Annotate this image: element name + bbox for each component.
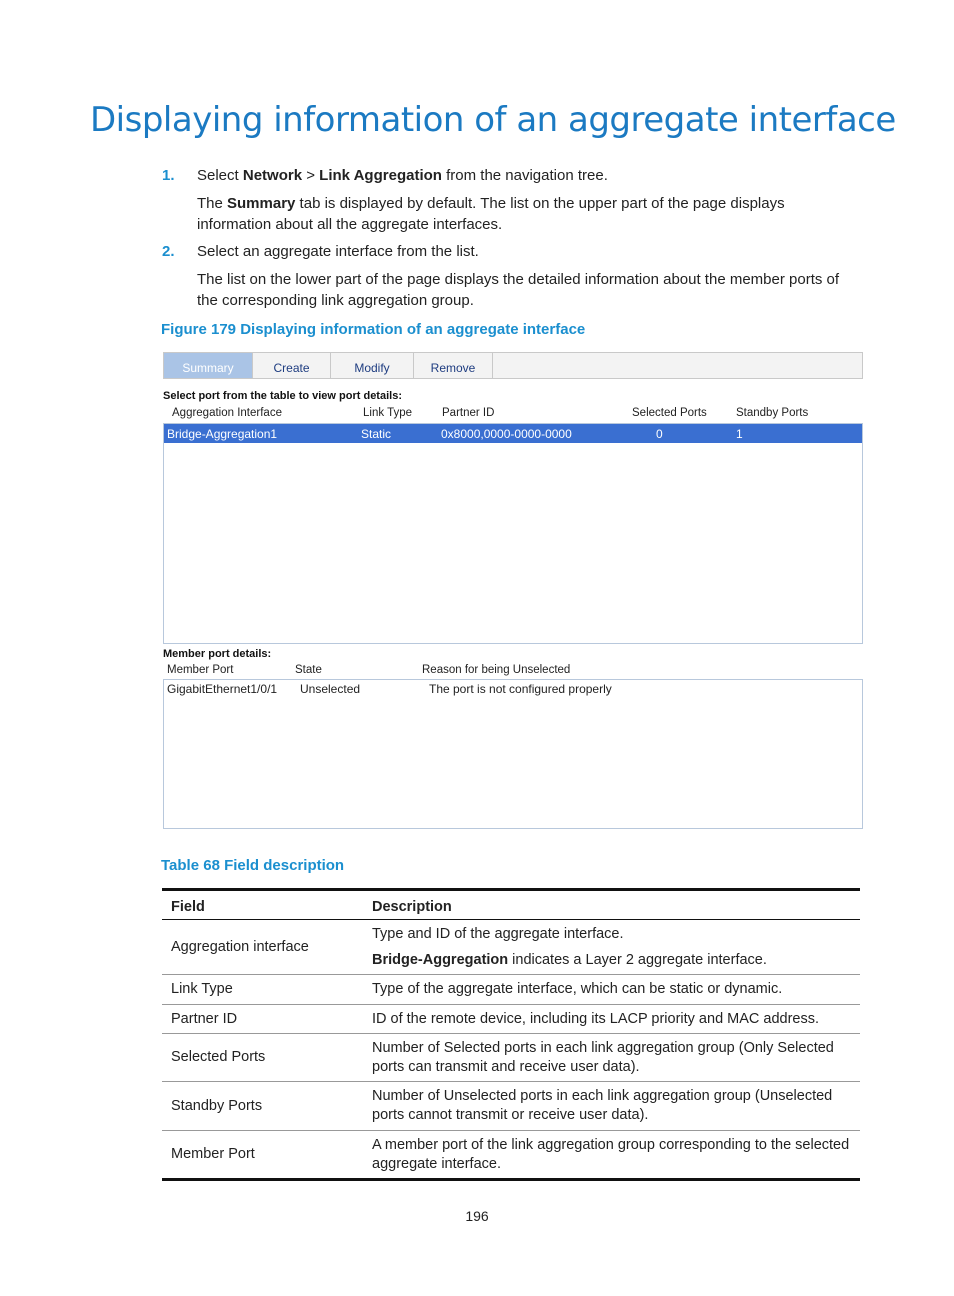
field-name: Member Port xyxy=(162,1131,363,1180)
step-note: The Summary tab is displayed by default. The list on the upper part of the page displays information about all the aggregate interfaces. xyxy=(197,195,785,233)
table-row xyxy=(162,920,860,975)
field-description: ID of the remote device, including its LACP priority and MAC address. xyxy=(363,1005,860,1034)
tab-create[interactable]: Create xyxy=(253,353,331,378)
column-header[interactable]: Link Type xyxy=(363,407,413,419)
table-row xyxy=(162,1082,860,1131)
field-name: Link Type xyxy=(162,975,363,1005)
field-description: Type of the aggregate interface, which can be static or dynamic. xyxy=(363,975,860,1005)
cell-link-type: Static xyxy=(361,427,392,441)
cell-reason: The port is not configured properly xyxy=(429,682,612,696)
cell-state: Unselected xyxy=(300,682,361,696)
header-description: Description xyxy=(363,890,860,920)
field-name: Selected Ports xyxy=(162,1034,363,1082)
column-header[interactable]: Standby Ports xyxy=(736,407,809,419)
step-text: Select Network > Link Aggregation from the navigation tree. xyxy=(197,167,608,184)
cell-standby-ports: 1 xyxy=(736,427,743,441)
field-name: Standby Ports xyxy=(162,1082,363,1131)
field-description-table xyxy=(162,888,860,1181)
field-description: Type and ID of the aggregate interface. Bridge-Aggregation indicates a Layer 2 aggregate interface. xyxy=(363,920,860,975)
port-list[interactable] xyxy=(163,423,863,644)
port-section-label: Select port from the table to view port details: xyxy=(163,390,402,402)
page-number: 196 xyxy=(465,1208,489,1224)
member-port-list[interactable] xyxy=(163,679,863,829)
field-description: Number of Selected ports in each link aggregation group (Only Selected ports can transmit and receive user data). xyxy=(363,1034,860,1082)
step-number: 1. xyxy=(162,167,175,184)
step-text: Select an aggregate interface from the list. xyxy=(197,243,479,260)
column-header[interactable]: Member Port xyxy=(167,664,234,676)
cell-selected-ports: 0 xyxy=(656,427,663,441)
header-field: Field xyxy=(162,890,363,920)
table-caption: Table 68 Field description xyxy=(161,857,345,874)
field-description: Number of Unselected ports in each link aggregation group (Unselected ports cannot transmit or receive user data). xyxy=(363,1082,860,1131)
page-title: Displaying information of an aggregate interface xyxy=(90,100,896,140)
column-header[interactable]: Partner ID xyxy=(442,407,495,419)
cell-member-port: GigabitEthernet1/0/1 xyxy=(167,682,278,696)
tab-remove[interactable]: Remove xyxy=(414,353,493,378)
column-header[interactable]: Reason for being Unselected xyxy=(422,664,571,676)
column-header[interactable]: Selected Ports xyxy=(632,407,707,419)
table-row[interactable] xyxy=(164,424,862,443)
field-name: Aggregation interface xyxy=(162,920,363,975)
table-row xyxy=(162,1131,860,1180)
figure-caption: Figure 179 Displaying information of an aggregate interface xyxy=(161,321,586,338)
cell-partner-id: 0x8000,0000-0000-0000 xyxy=(441,427,572,441)
field-name: Partner ID xyxy=(162,1005,363,1034)
column-header[interactable]: State xyxy=(295,664,322,676)
member-section-label: Member port details: xyxy=(163,648,272,660)
table-row xyxy=(162,975,860,1005)
field-description: A member port of the link aggregation group corresponding to the selected aggregate interface. xyxy=(363,1131,860,1180)
table-row xyxy=(162,1005,860,1034)
step-number: 2. xyxy=(162,243,175,260)
tab-modify[interactable]: Modify xyxy=(331,353,414,378)
tab-summary[interactable]: Summary xyxy=(164,353,253,378)
cell-interface: Bridge-Aggregation1 xyxy=(167,427,278,441)
tab-bar xyxy=(163,352,863,379)
step-note: The list on the lower part of the page displays the detailed information about the member ports of the corresponding link aggregation group. xyxy=(197,271,840,309)
table-row xyxy=(162,1034,860,1082)
column-header[interactable]: Aggregation Interface xyxy=(172,407,282,419)
